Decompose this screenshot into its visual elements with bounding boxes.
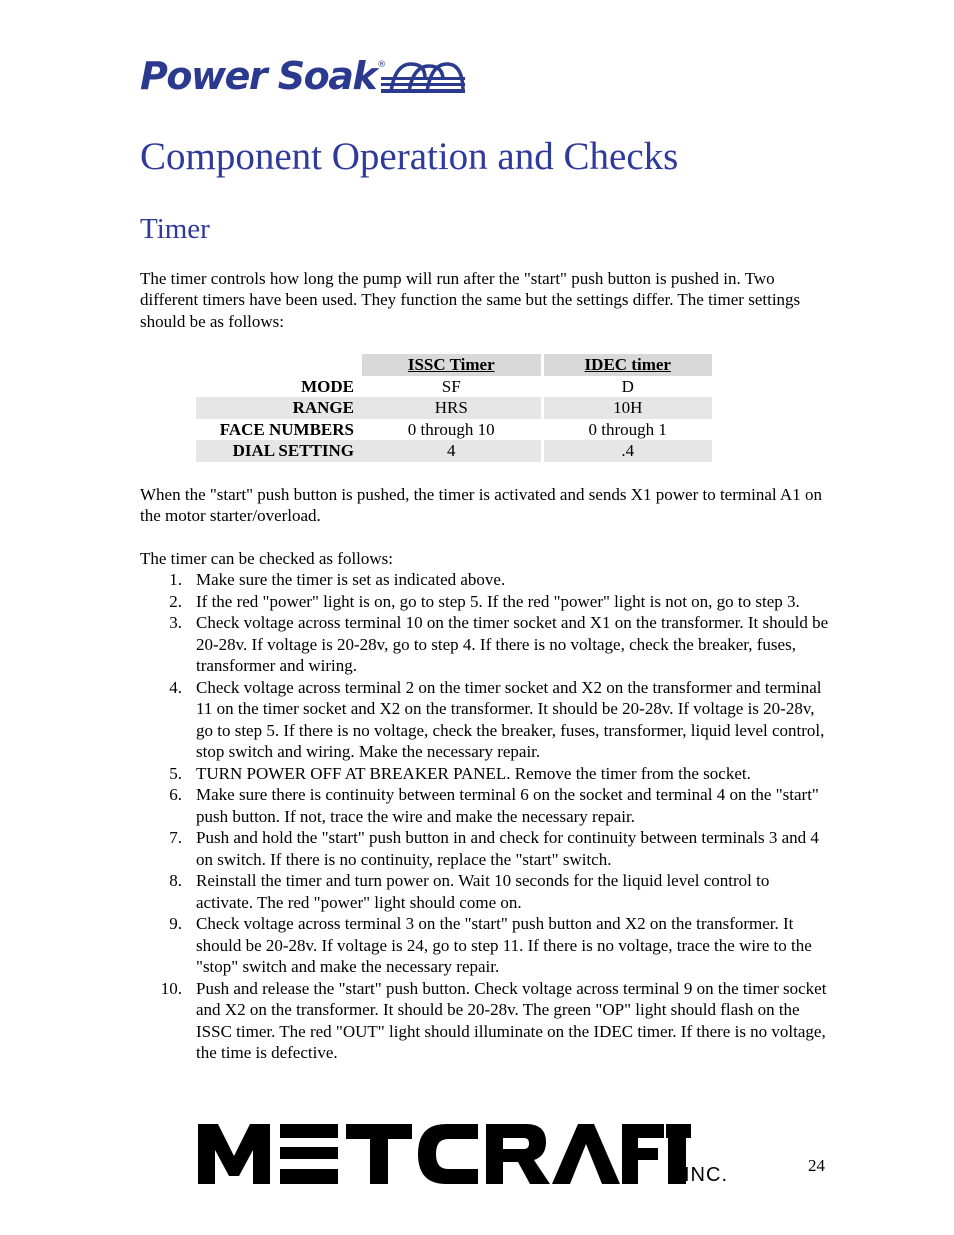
timer-settings-table [196, 354, 712, 462]
metcraft-inc: INC. [684, 1164, 728, 1186]
idec-face-numbers-value: 0 through 1 [542, 419, 712, 441]
row-label-mode: MODE [301, 376, 354, 396]
idec-dial-setting-value: .4 [542, 440, 712, 462]
registered-mark: ® [377, 60, 387, 70]
page-number: 24 [808, 1156, 825, 1175]
metcraft-logo [196, 1120, 691, 1186]
table-row [196, 376, 712, 398]
table-row [196, 419, 712, 441]
check-intro: The timer can be checked as follows: [140, 549, 394, 568]
intro-paragraph: The timer controls how long the pump will run after the "start" push button is pushed in. Two different timers have been used. They function the same but the settings differ. The timer settings should be as follows: [140, 269, 801, 331]
section-heading-timer: Timer [140, 213, 210, 245]
step-text: Check voltage across terminal 10 on the timer socket and X1 on the transformer. It should be 20-28v. If voltage is 20-28v, go to step 4. If there is no voltage, check the breaker, fuses, transformer and wiring. [196, 613, 829, 675]
step-text: Push and release the "start" push button. Check voltage across terminal 9 on the timer socket and X2 on the transformer. It should be 20-28v. The green "OP" light should flash on the ISSC timer. The red "OUT" light should illuminate on the IDEC timer. If there is no voltage, the time is defective. [196, 978, 827, 1062]
row-label-range: RANGE [196, 397, 362, 419]
header-issc-timer: ISSC Timer [362, 354, 542, 376]
check-steps-list [140, 569, 830, 1064]
table-header-blank [196, 354, 362, 376]
list-item [140, 978, 830, 1064]
brand-name: Power Soak [140, 54, 377, 98]
list-item [140, 612, 830, 677]
issc-face-numbers-value: 0 through 10 [407, 419, 495, 439]
list-item [140, 827, 830, 870]
step-text: Check voltage across terminal 2 on the timer socket and X2 on the transformer and terminal 11 on the timer socket and X2 on the transformer. It should be 20-28v. If voltage is 20-28v, go to step 5. If there is no voltage, check the breaker, fuses, transformer, liquid level control, stop switch and wiring. Make the necessary repair. [196, 677, 825, 761]
idec-mode-value: D [542, 376, 712, 398]
step-number: 1. [169, 570, 182, 589]
step-text: If the red "power" light is on, go to step 5. If the red "power" light is not on, go to step 3. [196, 591, 800, 611]
row-label-dial-setting: DIAL SETTING [196, 440, 362, 462]
table-row [196, 440, 712, 462]
step-text: Check voltage across terminal 3 on the "start" push button and X2 on the transformer. It should be 20-28v. If voltage is 24, go to step 11. If there is no voltage, trace the wire to the "stop" switch and make the necessary repair. [196, 914, 812, 976]
list-item [140, 569, 830, 591]
list-item [140, 763, 830, 785]
table-row [196, 397, 712, 419]
step-number: 7. [169, 828, 182, 847]
power-soak-wave-icon [381, 56, 467, 96]
step-text: Make sure the timer is set as indicated above. [196, 570, 506, 589]
step-number: 4. [169, 677, 182, 697]
step-number: 5. [169, 763, 182, 783]
step-number: 10. [160, 978, 182, 998]
idec-range-value: 10H [542, 397, 712, 419]
step-number: 9. [169, 914, 182, 933]
step-number: 6. [169, 785, 182, 804]
list-item [140, 870, 830, 913]
issc-mode-value: SF [441, 376, 461, 396]
list-item [140, 913, 830, 978]
header-idec-timer: IDEC timer [542, 354, 712, 376]
step-text: Reinstall the timer and turn power on. Wait 10 seconds for the liquid level control to activate. The red "power" light should come on. [196, 871, 770, 912]
row-label-face-numbers: FACE NUMBERS [219, 419, 354, 439]
power-soak-logo [140, 54, 467, 96]
list-item [140, 591, 830, 613]
activation-paragraph: When the "start" push button is pushed, the timer is activated and sends X1 power to terminal A1 on the motor starter/overload. [140, 485, 822, 526]
list-item [140, 677, 830, 763]
table-header-row [196, 354, 712, 376]
step-text: TURN POWER OFF AT BREAKER PANEL. Remove the timer from the socket. [196, 763, 751, 783]
page-title: Component Operation and Checks [140, 135, 679, 178]
issc-range-value: HRS [362, 397, 542, 419]
step-text: Make sure there is continuity between terminal 6 on the socket and terminal 4 on the "start" push button. If not, trace the wire and make the necessary repair. [196, 785, 819, 826]
step-number: 2. [169, 591, 182, 611]
step-number: 3. [169, 613, 182, 632]
step-text: Push and hold the "start" push button in and check for continuity between terminals 3 and 4 on switch. If there is no continuity, replace the "start" switch. [196, 828, 819, 869]
list-item [140, 784, 830, 827]
step-number: 8. [169, 871, 182, 890]
issc-dial-setting-value: 4 [362, 440, 542, 462]
